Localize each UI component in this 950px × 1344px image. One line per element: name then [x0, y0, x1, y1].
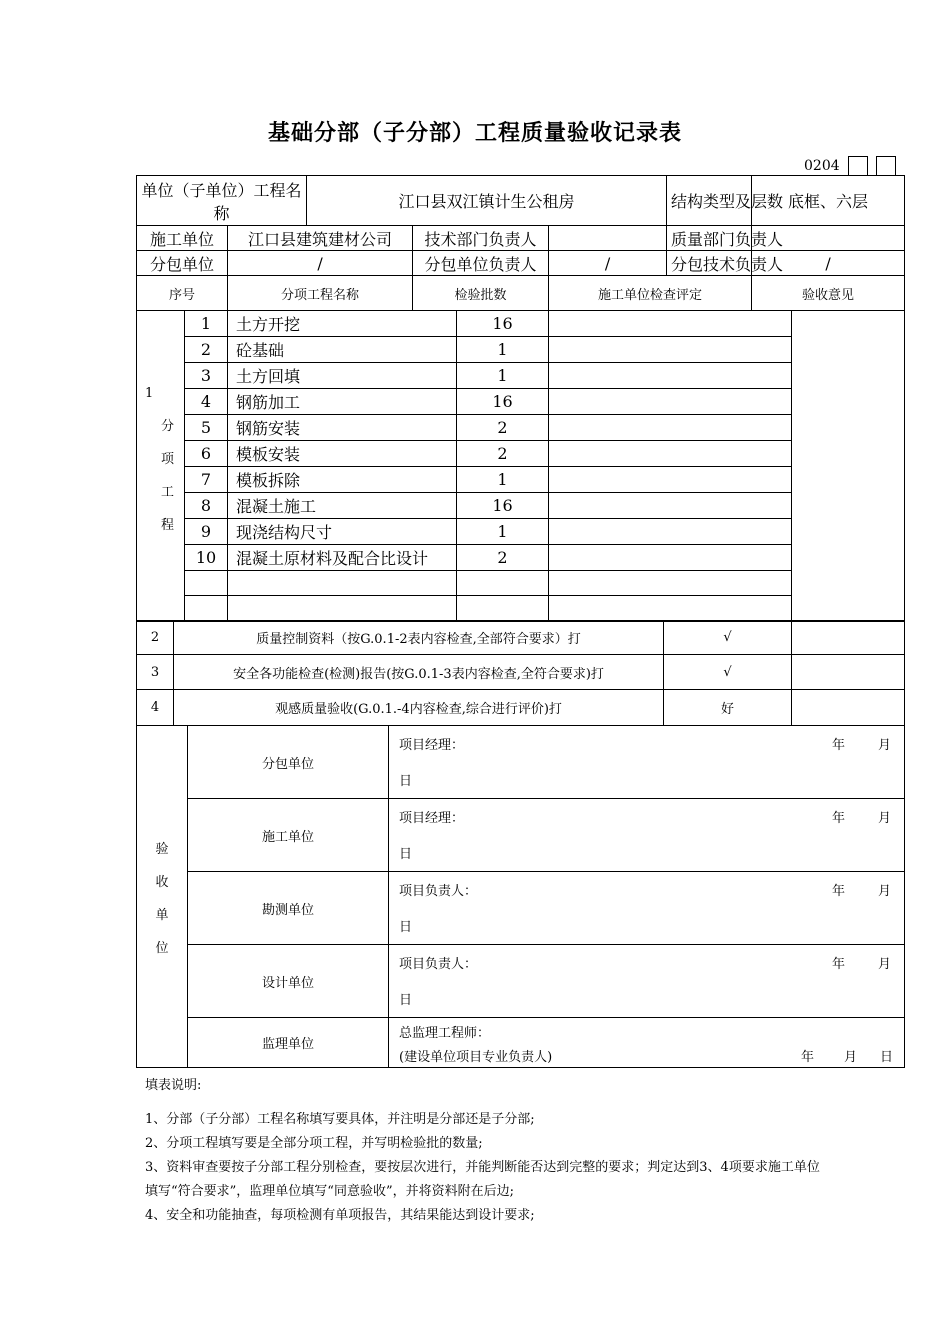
subitem-batch: 16: [457, 493, 549, 519]
date-month: 月: [878, 884, 892, 899]
subitem-no: 2: [185, 337, 228, 363]
table-row: [137, 519, 905, 545]
subitem-eval[interactable]: [549, 363, 792, 389]
subitem-name: 混凝土施工: [228, 493, 457, 519]
acceptance-unit-name: 勘测单位: [188, 872, 389, 945]
acceptance-sign-cell[interactable]: [389, 799, 905, 872]
note-item: 2、分项工程填写要是全部分项工程，并写明检验批的数量;: [145, 1136, 483, 1151]
checks-table: [136, 620, 905, 726]
check-text: 安全各功能检查(检测)报告(按G.0.1-3表内容检查,全符合要求)打: [174, 655, 664, 690]
note-item: 4、安全和功能抽查，每项检测有单项报告，其结果能达到设计要求;: [145, 1208, 535, 1223]
date-month: 月: [844, 1050, 858, 1065]
subitem-no: 7: [185, 467, 228, 493]
subitem-batch: 16: [457, 311, 549, 337]
subitem-batch: [457, 596, 549, 622]
acceptance-table: [136, 725, 905, 1068]
check-eval[interactable]: 好: [664, 690, 792, 726]
table-row: [137, 545, 905, 571]
col-name: 分项工程名称: [228, 276, 413, 311]
col-eval: 施工单位检查评定: [549, 276, 752, 311]
subitem-eval[interactable]: [549, 389, 792, 415]
date-year: 年: [832, 957, 846, 972]
subitem-name: 钢筋安装: [228, 415, 457, 441]
date-year: 年: [832, 738, 846, 753]
table-row: [137, 493, 905, 519]
table-row: [137, 363, 905, 389]
acceptance-char: 单: [155, 907, 169, 923]
subitem-no: 4: [185, 389, 228, 415]
subitem-eval[interactable]: [549, 311, 792, 337]
subcontract-tech-value[interactable]: /: [752, 251, 905, 276]
quality-head-label: 质量部门负责人: [667, 226, 752, 251]
subitem-batch: 1: [457, 337, 549, 363]
subcontract-head-label: 分包单位负责人: [413, 251, 549, 276]
tech-head-label: 技术部门负责人: [413, 226, 549, 251]
subitem-batch: 1: [457, 519, 549, 545]
subitem-name: 模板安装: [228, 441, 457, 467]
subitem-no: 10: [185, 545, 228, 571]
note-item: 1、分部（子分部）工程名称填写要具体，并注明是分部还是子分部;: [145, 1112, 535, 1127]
acceptance-row: [137, 872, 905, 945]
acceptance-role: 项目负责人：: [399, 957, 478, 972]
subitem-name: 砼基础: [228, 337, 457, 363]
acceptance-row: [137, 1018, 905, 1068]
check-row: [137, 690, 905, 726]
subitem-batch: 1: [457, 467, 549, 493]
notes-heading: 填表说明:: [145, 1078, 202, 1093]
subitem-no: 8: [185, 493, 228, 519]
check-opinion[interactable]: [792, 690, 905, 726]
subitem-eval[interactable]: [549, 337, 792, 363]
check-no: 3: [137, 655, 174, 690]
subitem-no: 1: [185, 311, 228, 337]
check-row: [137, 655, 905, 690]
construction-unit-value[interactable]: 江口县建筑建材公司: [228, 226, 413, 251]
date-year: 年: [832, 884, 846, 899]
code-box-1[interactable]: [848, 156, 868, 176]
acceptance-char: 收: [155, 874, 169, 890]
structure-label: 结构类型及层数: [667, 176, 752, 226]
header-table: [136, 175, 905, 311]
subitem-batch: 2: [457, 415, 549, 441]
acceptance-char: 位: [155, 940, 169, 956]
construction-unit-label: 施工单位: [137, 226, 228, 251]
section1-char: 分: [161, 418, 175, 434]
subitem-name: [228, 571, 457, 596]
page-title: 基础分部（子分部）工程质量验收记录表: [267, 120, 682, 146]
acceptance-unit-name: 设计单位: [188, 945, 389, 1018]
date-day: 日: [399, 847, 413, 862]
subitem-name: [228, 596, 457, 622]
subitem-no: [185, 596, 228, 622]
section1-label: [137, 311, 185, 622]
subitem-name: 混凝土原材料及配合比设计: [228, 545, 457, 571]
subitem-eval[interactable]: [549, 571, 792, 596]
unit-name-value[interactable]: 江口县双江镇计生公租房: [307, 176, 667, 226]
subitem-eval[interactable]: [549, 415, 792, 441]
section1-char: 程: [161, 517, 175, 533]
subitem-batch: [457, 571, 549, 596]
acceptance-row: [137, 799, 905, 872]
form-code: [804, 156, 896, 176]
table-row: [137, 337, 905, 363]
table-row: [137, 596, 905, 622]
subitem-name: 钢筋加工: [228, 389, 457, 415]
subitem-no: 6: [185, 441, 228, 467]
subitem-name: 土方开挖: [228, 311, 457, 337]
check-no: 2: [137, 621, 174, 655]
supervisor-role-2: (建设单位项目专业负责人): [399, 1050, 553, 1065]
subcontract-head-value[interactable]: /: [549, 251, 667, 276]
table-row: [137, 311, 905, 337]
code-box-2[interactable]: [876, 156, 896, 176]
date-day: 日: [399, 993, 413, 1008]
acceptance-row: [137, 945, 905, 1018]
table-row: [137, 571, 905, 596]
subcontract-unit-value[interactable]: /: [228, 251, 413, 276]
form-code-text: 0204: [804, 158, 840, 174]
subitem-eval[interactable]: [549, 596, 792, 622]
check-eval[interactable]: √: [664, 621, 792, 655]
check-no: 4: [137, 690, 174, 726]
acceptance-unit-name: 分包单位: [188, 726, 389, 799]
col-batch: 检验批数: [413, 276, 549, 311]
subitem-eval[interactable]: [549, 467, 792, 493]
acceptance-unit-name: 施工单位: [188, 799, 389, 872]
date-month: 月: [878, 811, 892, 826]
acceptance-sign-cell[interactable]: [389, 945, 905, 1018]
check-opinion[interactable]: [792, 655, 905, 690]
subitem-name: 模板拆除: [228, 467, 457, 493]
acceptance-sign-cell[interactable]: [389, 872, 905, 945]
date-year: 年: [832, 811, 846, 826]
unit-name-label: 单位（子单位）工程名称: [137, 176, 307, 226]
acceptance-role: 项目经理：: [399, 738, 465, 753]
check-opinion[interactable]: [792, 621, 905, 655]
table-row: [137, 389, 905, 415]
acceptance-sign-cell[interactable]: [389, 726, 905, 799]
subitem-batch: 2: [457, 441, 549, 467]
acceptance-row: [137, 726, 905, 799]
acceptance-char: 验: [155, 841, 169, 857]
date-day: 日: [880, 1050, 894, 1065]
check-text: 质量控制资料（按G.0.1-2表内容检查,全部符合要求）打: [174, 621, 664, 655]
col-opinion: 验收意见: [752, 276, 905, 311]
section1-char: 项: [161, 451, 175, 467]
tech-head-value[interactable]: [549, 226, 667, 251]
acceptance-unit-name: 监理单位: [188, 1018, 389, 1068]
subitem-name: 土方回填: [228, 363, 457, 389]
acceptance-label: [137, 726, 188, 1068]
acceptance-role: 项目负责人：: [399, 884, 478, 899]
table-row: [137, 441, 905, 467]
subitem-no: 3: [185, 363, 228, 389]
subitem-eval[interactable]: [549, 545, 792, 571]
section1-char: 工: [161, 484, 175, 500]
subcontract-tech-label: 分包技术负责人: [667, 251, 752, 276]
date-day: 日: [399, 920, 413, 935]
acceptance-sign-cell[interactable]: [389, 1018, 905, 1068]
check-eval[interactable]: √: [664, 655, 792, 690]
subitem-no: 5: [185, 415, 228, 441]
subitem-table: [136, 310, 905, 622]
subitem-eval[interactable]: [549, 519, 792, 545]
subitem-no: [185, 571, 228, 596]
table-row: [137, 467, 905, 493]
note-item: 3、资料审查要按子分部工程分别检查，要按层次进行，并能判断能否达到完整的要求；判定达到3、4项要求施工单位填写“符合要求”，监理单位填写“同意验收”，并将资料附在后边;: [145, 1160, 820, 1199]
date-day: 日: [399, 774, 413, 789]
section1-opinion[interactable]: [792, 311, 905, 622]
check-text: 观感质量验收(G.0.1.-4内容检查,综合进行评价)打: [174, 690, 664, 726]
subitem-batch: 2: [457, 545, 549, 571]
structure-value[interactable]: 底框、六层: [752, 176, 905, 226]
date-month: 月: [878, 738, 892, 753]
check-row: [137, 621, 905, 655]
subcontract-unit-label: 分包单位: [137, 251, 228, 276]
subitem-batch: 1: [457, 363, 549, 389]
subitem-no: 9: [185, 519, 228, 545]
date-month: 月: [878, 957, 892, 972]
notes: [145, 1074, 825, 1228]
supervisor-role: 总监理工程师：: [399, 1026, 491, 1041]
subitem-name: 现浇结构尺寸: [228, 519, 457, 545]
subitem-eval[interactable]: [549, 441, 792, 467]
section1-num: 1: [145, 385, 154, 401]
date-year: 年: [801, 1050, 815, 1065]
subitem-batch: 16: [457, 389, 549, 415]
subitem-eval[interactable]: [549, 493, 792, 519]
table-row: [137, 415, 905, 441]
acceptance-role: 项目经理：: [399, 811, 465, 826]
col-seq: 序号: [137, 276, 228, 311]
